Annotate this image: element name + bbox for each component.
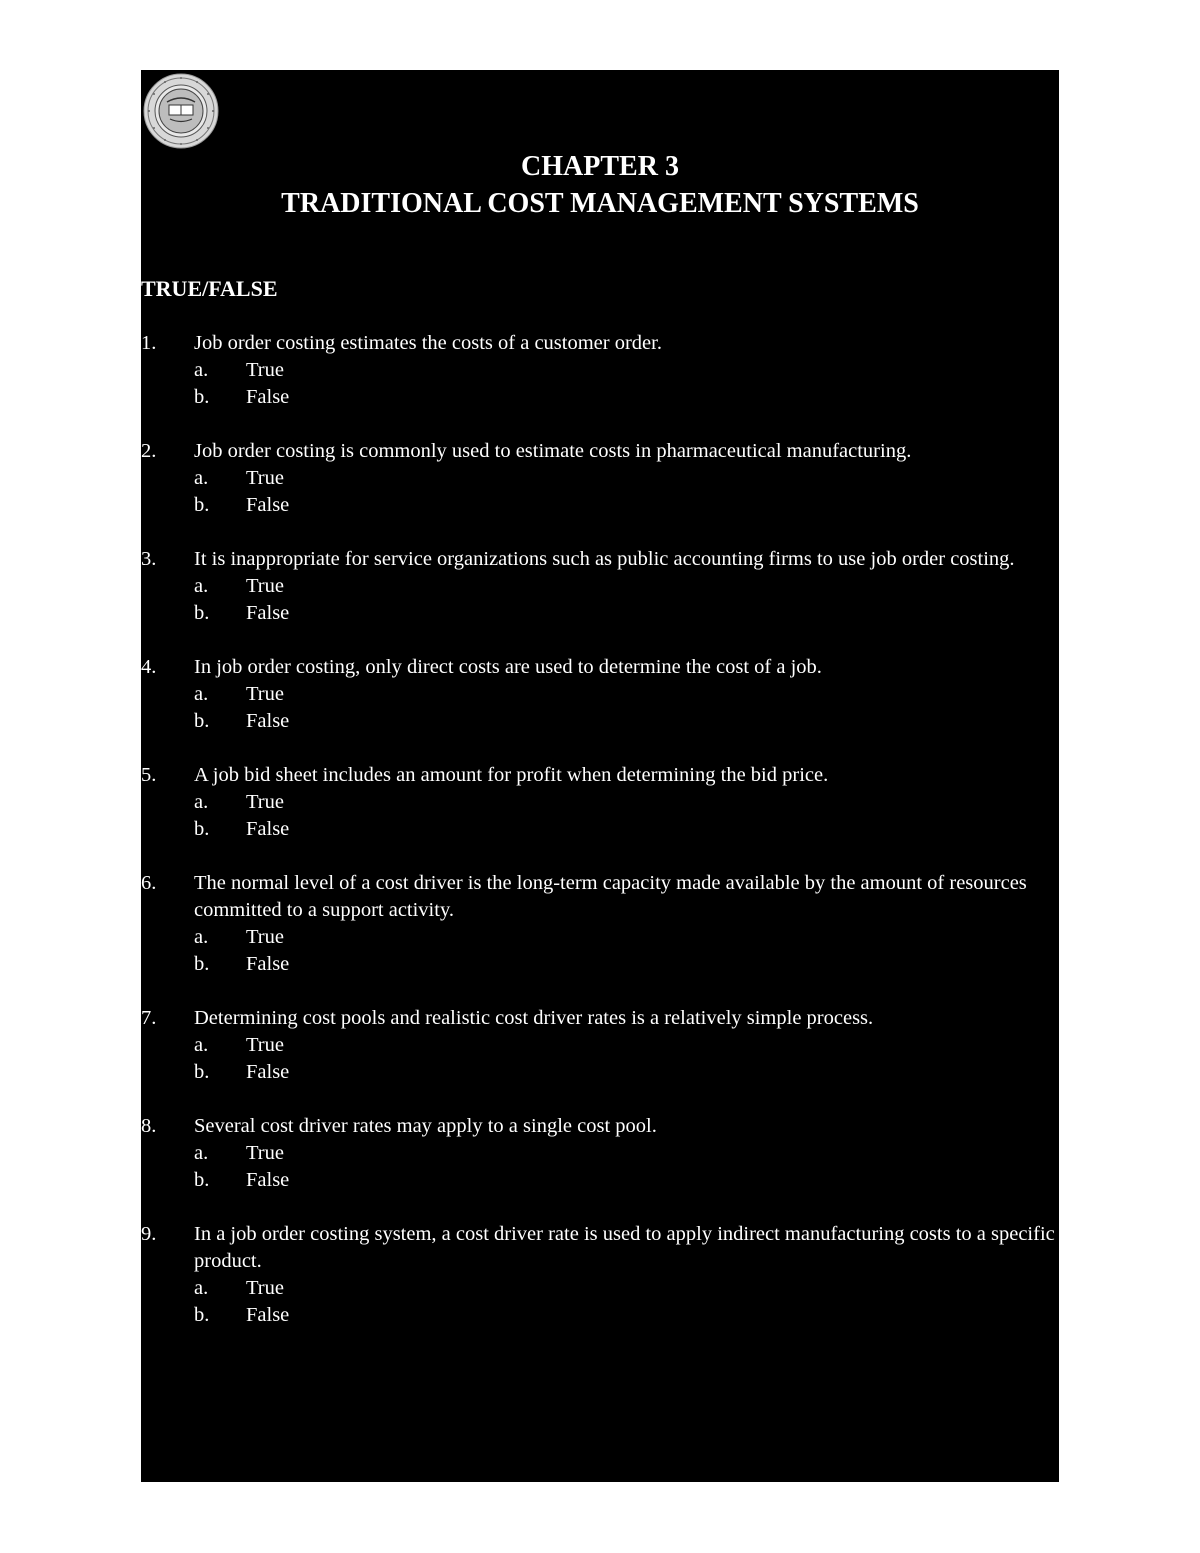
choice-letter: a. [194, 467, 209, 489]
question-number: 6. [141, 872, 157, 894]
chapter-subtitle: TRADITIONAL COST MANAGEMENT SYSTEMS [281, 188, 919, 219]
question-number: 1. [141, 332, 157, 354]
answer-choice [141, 357, 1059, 384]
answer-choice [141, 1275, 1059, 1302]
choice-letter: a. [194, 575, 209, 597]
answer-choice [141, 681, 1059, 708]
question-item [141, 1221, 1059, 1329]
choice-label: False [246, 710, 290, 732]
choice-label: False [246, 494, 290, 516]
choice-label: True [246, 575, 284, 597]
question-item [141, 654, 1059, 735]
choice-letter: a. [194, 1277, 209, 1299]
question-number: 2. [141, 440, 157, 462]
answer-choice [141, 1302, 1059, 1329]
question-item [141, 1005, 1059, 1086]
choice-letter: b. [194, 494, 210, 516]
choice-letter: b. [194, 386, 210, 408]
answer-choice [141, 492, 1059, 519]
question-text: Several cost driver rates may apply to a single cost pool. [194, 1115, 657, 1137]
question-text: Job order costing estimates the costs of a customer order. [194, 332, 662, 354]
question-item [141, 330, 1059, 411]
answer-choice [141, 951, 1059, 978]
question-number: 5. [141, 764, 157, 786]
answer-choice [141, 708, 1059, 735]
question-list [141, 330, 1059, 1356]
choice-letter: b. [194, 1061, 210, 1083]
choice-label: False [246, 1304, 290, 1326]
answer-choice [141, 600, 1059, 627]
choice-label: True [246, 359, 284, 381]
question-item [141, 1113, 1059, 1194]
question-text: In job order costing, only direct costs are used to determine the cost of a job. [194, 656, 822, 678]
answer-choice [141, 789, 1059, 816]
choice-letter: b. [194, 1169, 210, 1191]
answer-choice [141, 924, 1059, 951]
question-number: 9. [141, 1223, 157, 1245]
question-number: 3. [141, 548, 157, 570]
answer-choice [141, 465, 1059, 492]
choice-label: False [246, 953, 290, 975]
choice-letter: a. [194, 683, 209, 705]
choice-letter: a. [194, 791, 209, 813]
choice-letter: a. [194, 1142, 209, 1164]
question-number: 8. [141, 1115, 157, 1137]
choice-letter: a. [194, 926, 209, 948]
question-text: It is inappropriate for service organizations such as public accounting firms to use job order costing. [194, 548, 1015, 570]
question-item [141, 870, 1059, 978]
question-number: 4. [141, 656, 157, 678]
choice-label: True [246, 683, 284, 705]
choice-label: True [246, 791, 284, 813]
choice-label: True [246, 926, 284, 948]
section-heading: TRUE/FALSE [141, 276, 278, 301]
choice-letter: b. [194, 818, 210, 840]
choice-label: False [246, 818, 290, 840]
choice-label: False [246, 1061, 290, 1083]
question-item [141, 762, 1059, 843]
answer-choice [141, 1167, 1059, 1194]
question-number: 7. [141, 1007, 157, 1029]
answer-choice [141, 1059, 1059, 1086]
choice-label: False [246, 1169, 290, 1191]
choice-label: False [246, 386, 290, 408]
question-text: Job order costing is commonly used to estimate costs in pharmaceutical manufacturing. [194, 440, 912, 462]
question-text: A job bid sheet includes an amount for profit when determining the bid price. [194, 764, 829, 786]
document-page [141, 70, 1059, 1482]
answer-choice [141, 573, 1059, 600]
question-text: In a job order costing system, a cost driver rate is used to apply indirect manufacturing costs to a specific product. [194, 1223, 1055, 1272]
university-seal-icon [142, 72, 220, 150]
choice-letter: b. [194, 1304, 210, 1326]
choice-letter: a. [194, 359, 209, 381]
choice-label: False [246, 602, 290, 624]
answer-choice [141, 384, 1059, 411]
answer-choice [141, 1032, 1059, 1059]
chapter-title: CHAPTER 3 [521, 151, 679, 182]
choice-letter: a. [194, 1034, 209, 1056]
question-item [141, 438, 1059, 519]
choice-letter: b. [194, 710, 210, 732]
choice-letter: b. [194, 953, 210, 975]
question-item [141, 546, 1059, 627]
answer-choice [141, 816, 1059, 843]
question-text: Determining cost pools and realistic cost driver rates is a relatively simple process. [194, 1007, 874, 1029]
answer-choice [141, 1140, 1059, 1167]
question-text: The normal level of a cost driver is the long-term capacity made available by the amount of resources committed to a support activity. [194, 872, 1027, 921]
choice-label: True [246, 1142, 284, 1164]
choice-label: True [246, 1034, 284, 1056]
choice-label: True [246, 467, 284, 489]
choice-label: True [246, 1277, 284, 1299]
choice-letter: b. [194, 602, 210, 624]
